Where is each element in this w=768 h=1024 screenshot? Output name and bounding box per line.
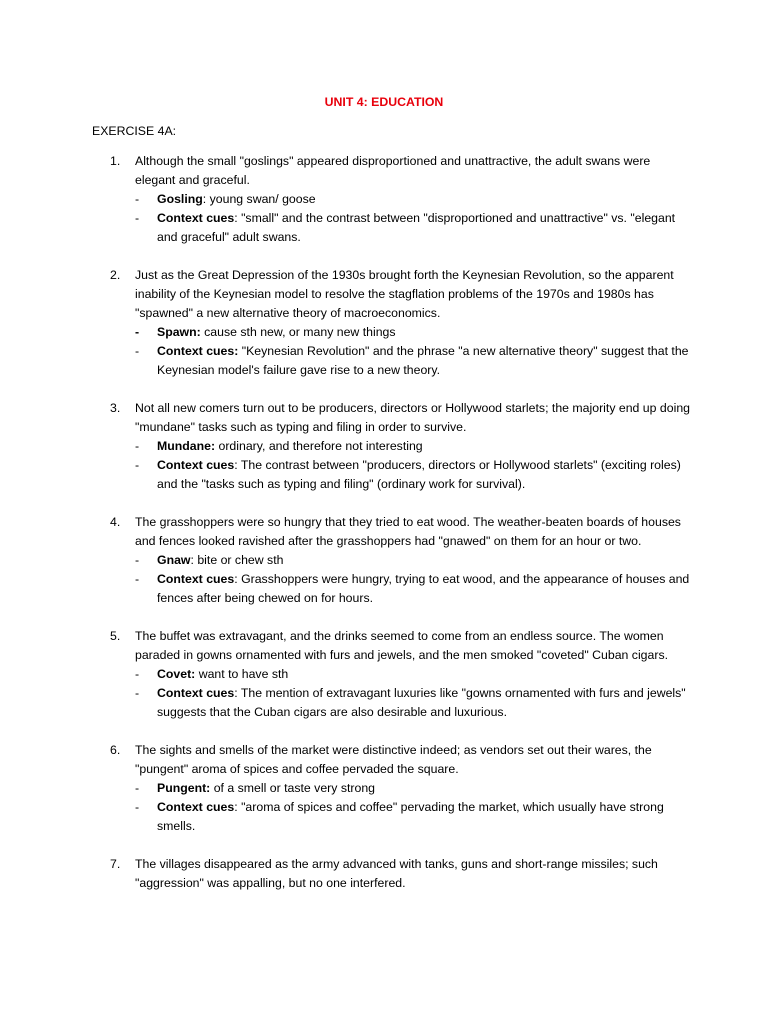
definition-text: cause sth new, or many new things: [204, 325, 396, 339]
context-cues-line: [135, 798, 692, 836]
item-sentence: The grasshoppers were so hungry that they tried to eat wood. The weather-beaten boards of houses and fences looked ravished after the grasshoppers had "gnawed" on them for an hour or two.: [135, 515, 681, 548]
definition-term: Spawn:: [157, 325, 201, 339]
item-number: 3.: [110, 401, 121, 415]
context-cues-term: Context cues: [157, 800, 235, 814]
context-cues-text: The mention of extravagant luxuries like "gowns ornamented with furs and jewels" suggests that the Cuban cigars are also desirable and luxurious.: [157, 686, 686, 719]
dash-bullet: -: [135, 800, 140, 814]
definition-term: Covet:: [157, 667, 196, 681]
item-sentence: Although the small "goslings" appeared disproportioned and unattractive, the adult swans were elegant and graceful.: [135, 154, 651, 187]
context-cues-text: "small" and the contrast between "disproportioned and unattractive" vs. "elegant and graceful" adult swans.: [157, 211, 676, 244]
item-number: 7.: [110, 857, 121, 871]
context-cues-term: Context cues: [157, 211, 235, 225]
context-cues-separator: :: [234, 211, 242, 225]
dash-bullet: -: [135, 458, 140, 472]
definition-line: [135, 437, 692, 456]
dash-bullet: -: [135, 211, 140, 225]
context-cues-line: [135, 570, 692, 608]
definition-term: Gnaw: [157, 553, 191, 567]
exercise-label: EXERCISE 4A:: [92, 124, 177, 138]
definition-separator: :: [190, 553, 198, 567]
item-number: 6.: [110, 743, 121, 757]
definition-line: [135, 551, 692, 570]
list-item: [92, 855, 692, 893]
context-cues-text: "aroma of spices and coffee" pervading the market, which usually have strong smells.: [157, 800, 664, 833]
context-cues-separator: :: [234, 686, 241, 700]
dash-bullet: -: [135, 192, 140, 206]
context-cues-line: [135, 456, 692, 494]
item-number: 2.: [110, 268, 121, 282]
context-cues-line: [135, 209, 692, 247]
context-cues-text: The contrast between "producers, directors or Hollywood starlets" (exciting roles) and the "tasks such as typing and filing" (ordinary work for survival).: [157, 458, 681, 491]
item-number: 1.: [110, 154, 121, 168]
dash-bullet: -: [135, 344, 140, 358]
dash-bullet: -: [135, 572, 140, 586]
context-cues-separator: :: [234, 458, 241, 472]
item-number: 5.: [110, 629, 121, 643]
list-item: [92, 399, 692, 494]
context-cues-term: Context cues:: [157, 344, 239, 358]
context-cues-term: Context cues: [157, 458, 235, 472]
definition-term: Mundane:: [157, 439, 216, 453]
definition-text: of a smell or taste very strong: [213, 781, 375, 795]
dash-bullet: -: [135, 439, 140, 453]
context-cues-separator: :: [234, 572, 242, 586]
definition-separator: :: [202, 192, 210, 206]
context-cues-line: [135, 684, 692, 722]
context-cues-term: Context cues: [157, 572, 235, 586]
item-sentence: The buffet was extravagant, and the drinks seemed to come from an endless source. The women paraded in gowns ornamented with furs and jewels, and the men smoked "coveted" Cuban cigars.: [135, 629, 669, 662]
item-sentence: Not all new comers turn out to be producers, directors or Hollywood starlets; the majority end up doing "mundane" tasks such as typing and filing in order to survive.: [135, 401, 690, 434]
list-item: [92, 152, 692, 247]
definition-text: want to have sth: [198, 667, 289, 681]
context-cues-line: [135, 342, 692, 380]
unit-title: UNIT 4: EDUCATION: [324, 95, 444, 109]
context-cues-term: Context cues: [157, 686, 235, 700]
dash-bullet: -: [135, 686, 140, 700]
context-cues-separator: :: [234, 800, 242, 814]
list-item: [92, 513, 692, 608]
list-item: [92, 266, 692, 380]
dash-bullet: -: [135, 325, 140, 339]
context-cues-text: "Keynesian Revolution" and the phrase "a new alternative theory" suggest that the Keynesian model's failure gave rise to a new theory.: [157, 344, 689, 377]
definition-line: [135, 190, 692, 209]
definition-text: bite or chew sth: [197, 553, 284, 567]
definition-term: Gosling: [157, 192, 203, 206]
definition-line: [135, 323, 692, 342]
definition-text: ordinary, and therefore not interesting: [218, 439, 423, 453]
item-sentence: Just as the Great Depression of the 1930s brought forth the Keynesian Revolution, so the apparent inability of the Keynesian model to resolve the stagflation problems of the 1970s and 1980s has "spawned" a new alternative theory of macroeconomics.: [135, 268, 674, 320]
dash-bullet: -: [135, 667, 140, 681]
definition-line: [135, 779, 692, 798]
list-item: [92, 741, 692, 836]
item-sentence: The villages disappeared as the army advanced with tanks, guns and short-range missiles; such "aggression" was appalling, but no one interfered.: [135, 857, 658, 890]
list-item: [92, 627, 692, 722]
item-sentence: The sights and smells of the market were distinctive indeed; as vendors set out their wares, the "pungent" aroma of spices and coffee pervaded the square.: [135, 743, 652, 776]
dash-bullet: -: [135, 553, 140, 567]
exercise-list: [92, 152, 692, 912]
definition-term: Pungent:: [157, 781, 211, 795]
item-number: 4.: [110, 515, 121, 529]
definition-text: young swan/ goose: [209, 192, 316, 206]
dash-bullet: -: [135, 781, 140, 795]
context-cues-text: Grasshoppers were hungry, trying to eat wood, and the appearance of houses and fences after being chewed on for hours.: [157, 572, 690, 605]
definition-line: [135, 665, 692, 684]
